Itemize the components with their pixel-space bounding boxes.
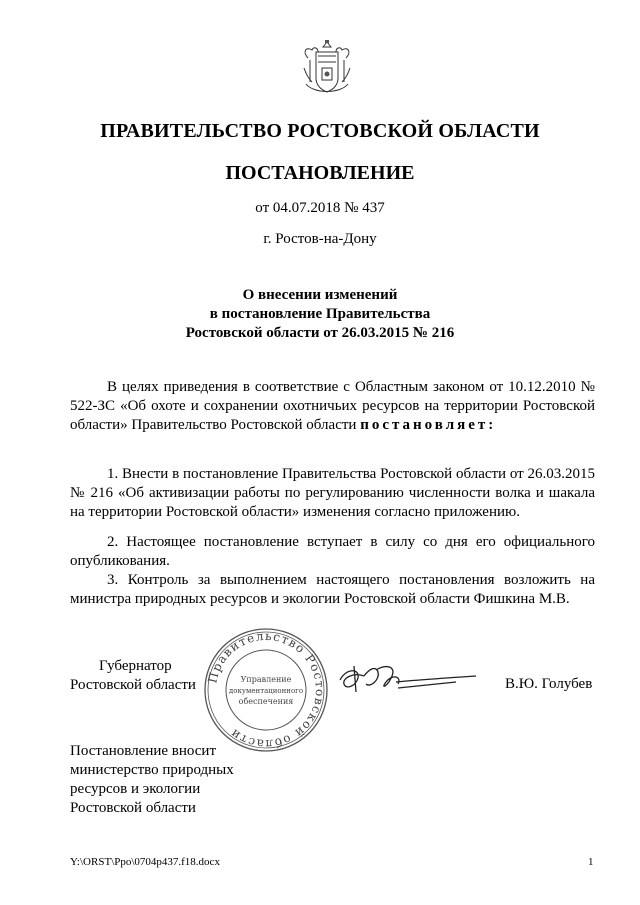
- item-1-text: 1. Внести в постановление Правительства Ростовской области от 26.03.2015 № 216 «Об активизации работы по регулированию численности волка и шакала на территории Ростовской области» изменения согласно приложению.: [70, 466, 595, 520]
- submitter-block: [70, 742, 234, 818]
- page-number: 1: [588, 856, 594, 868]
- coat-of-arms-icon: [296, 38, 358, 100]
- footer-file-path: Y:\ORST\Ppo\0704p437.f18.docx: [70, 856, 220, 868]
- submitter-line: Ростовской области: [70, 800, 196, 816]
- svg-text:Правительство Ростовской облас: Правительство Ростовской области: [205, 628, 328, 752]
- preamble-text: В целях приведения в соответствие с Областным законом от 10.12.2010 № 522-ЗС «Об охоте и сохранении охотничьих ресурсов на территории Ростовской области» Правительство Ростовской области: [70, 379, 595, 433]
- item-3-paragraph: [70, 571, 595, 609]
- document-type: ПОСТАНОВЛЕНИЕ: [225, 162, 415, 184]
- signatory-role: [70, 657, 196, 695]
- submitter-line: Постановление вносит: [70, 743, 217, 759]
- document-subject: [0, 286, 640, 343]
- document-city: г. Ростов-на-Дону: [263, 231, 377, 247]
- preamble-paragraph: [70, 378, 595, 435]
- submitter-line: ресурсов и экологии: [70, 781, 201, 797]
- item-2-text: 2. Настоящее постановление вступает в силу со дня его официального опубликования.: [70, 534, 595, 569]
- item-2-paragraph: [70, 533, 595, 571]
- svg-text:обеспечения: обеспечения: [238, 697, 294, 706]
- svg-text:Управление: Управление: [240, 675, 292, 684]
- role-line: Губернатор: [99, 658, 172, 674]
- subject-line: в постановление Правительства: [209, 306, 431, 322]
- resolves-text: постановляет:: [360, 417, 497, 433]
- svg-text:документационного: документационного: [228, 687, 304, 695]
- official-seal: [202, 626, 330, 754]
- subject-line: Ростовской области от 26.03.2015 № 216: [185, 325, 455, 341]
- role-line: Ростовской области: [70, 677, 196, 693]
- submitter-line: министерство природных: [70, 762, 234, 778]
- item-3-text: 3. Контроль за выполнением настоящего постановления возложить на министра природных ресурсов и экологии Ростовской области Фишкина М.В.: [70, 572, 595, 607]
- document-date-number: от 04.07.2018 № 437: [255, 200, 385, 216]
- handwritten-signature: [336, 660, 486, 700]
- government-title: ПРАВИТЕЛЬСТВО РОСТОВСКОЙ ОБЛАСТИ: [100, 120, 540, 142]
- item-1-paragraph: [70, 465, 595, 522]
- signatory-name: В.Ю. Голубев: [505, 676, 593, 692]
- subject-line: О внесении изменений: [242, 287, 398, 303]
